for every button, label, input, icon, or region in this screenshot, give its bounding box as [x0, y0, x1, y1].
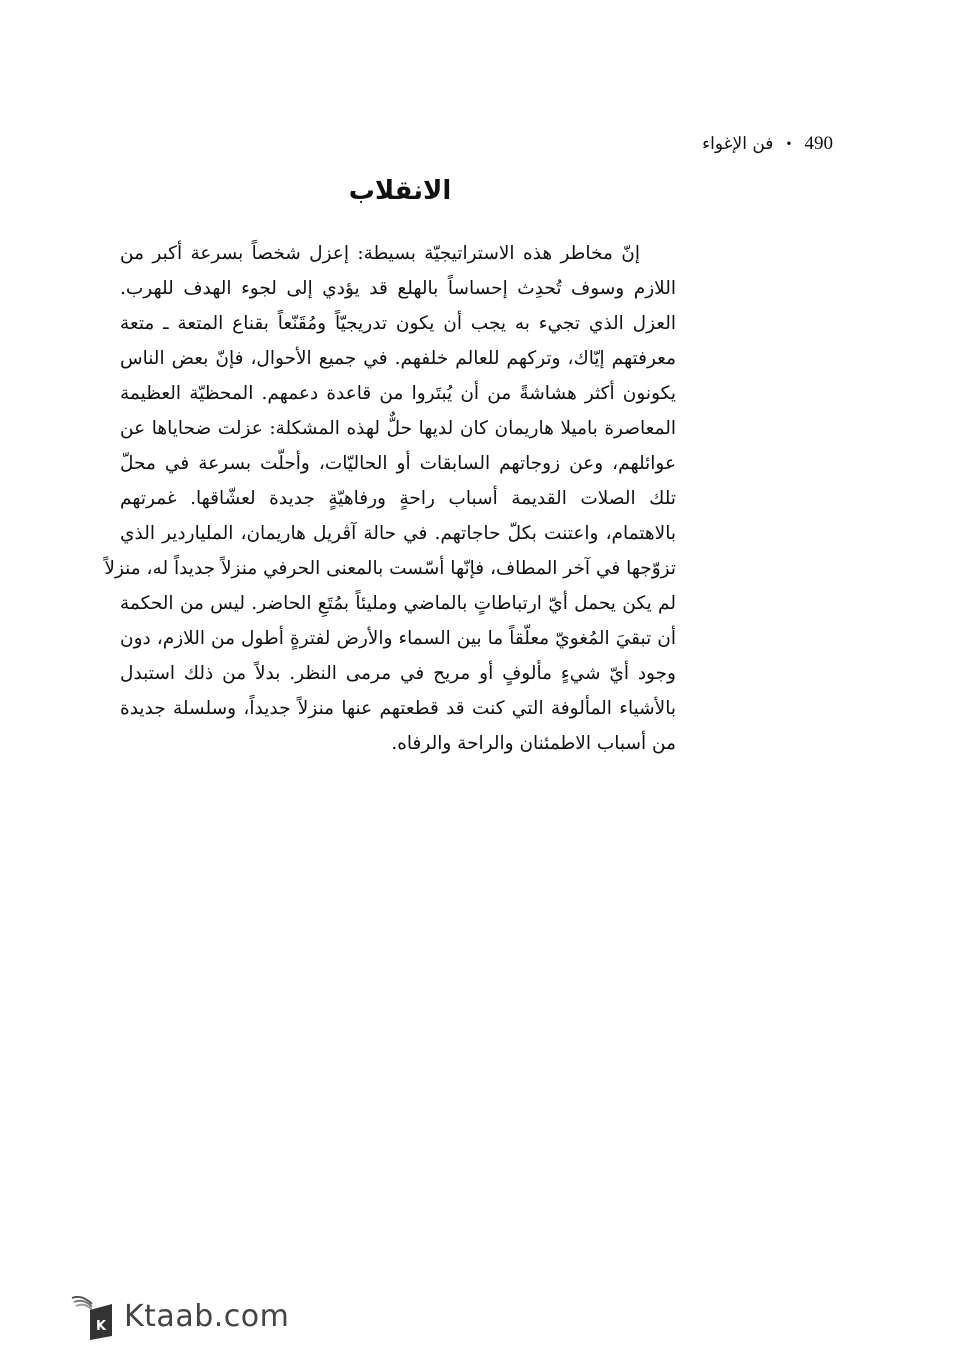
text-line: يكونون أكثر هشاشةً من أن يُبتَروا من قاعدة دعمهم. المحظيّة العظيمة — [120, 383, 676, 404]
text-line: بالاهتمام، واعتنت بكلّ حاجاتهم. في حالة آڤريل هاريمان، الملياردير الذي — [120, 523, 676, 544]
text-line: معرفتهم إيّاك، وتركهم للعالم خلفهم. في جميع الأحوال، فإنّ بعض الناس — [120, 348, 676, 369]
text-line: إنّ مخاطر هذه الاستراتيجيّة بسيطة: إعزل شخصاً بسرعة أكبر من — [120, 243, 640, 264]
text-line: عوائلهم، وعن زوجاتهم السابقات أو الحاليّات، وأحلّت بسرعة في محلّ — [120, 453, 676, 474]
brand-name: Ktaab.com — [124, 1298, 290, 1334]
text-line: تزوّجها في آخر المطاف، فإنّها أسّست بالمعنى الحرفي منزلاً جديداً له، منزلاً — [104, 558, 676, 579]
text-line: تلك الصلات القديمة أسباب راحةٍ ورفاهيّةٍ جديدة لعشّاقها. غمرتهم — [120, 488, 676, 509]
text-line: العزل الذي تجيء به يجب أن يكون تدريجيّاً ومُقَنّعاً بقناع المتعة ـ متعة — [120, 313, 676, 334]
svg-text:K: K — [95, 1319, 107, 1334]
body-paragraph — [104, 236, 676, 761]
text-line: أن تبقيَ المُغويّ معلّقاً ما بين السماء والأرض لفترةٍ أطول من اللازم، دون — [120, 628, 676, 649]
text-line: المعاصرة باميلا هاريمان كان لديها حلٌّ لهذه المشكلة: عزلت ضحاياها عن — [120, 418, 676, 439]
header-separator: • — [785, 137, 793, 151]
text-line: بالأشياء المألوفة التي كنت قد قطعتهم عنها منزلاً جديداً، وسلسلة جديدة — [120, 698, 676, 719]
text-line: من أسباب الاطمئنان والراحة والرفاه. — [391, 733, 676, 754]
text-line: اللازم وسوف تُحدِث إحساساً بالهلع قد يؤدي إلى لجوء الهدف للهرب. — [120, 278, 676, 299]
text-line: وجود أيّ شيءٍ مألوفٍ أو مريح في مرمى النظر. بدلاً من ذلك استبدل — [120, 663, 676, 684]
page-number: 490 — [804, 133, 833, 154]
section-title: الانقلاب — [348, 176, 452, 206]
text-line: لم يكن يحمل أيّ ارتباطاتٍ بالماضي ومليئاً بمُتَعِ الحاضر. ليس من الحكمة — [120, 593, 676, 614]
book-title: فن الإغواء — [702, 134, 774, 154]
running-header — [702, 133, 833, 155]
book-logo-icon — [70, 1292, 114, 1340]
ktaab-watermark — [70, 1292, 289, 1340]
